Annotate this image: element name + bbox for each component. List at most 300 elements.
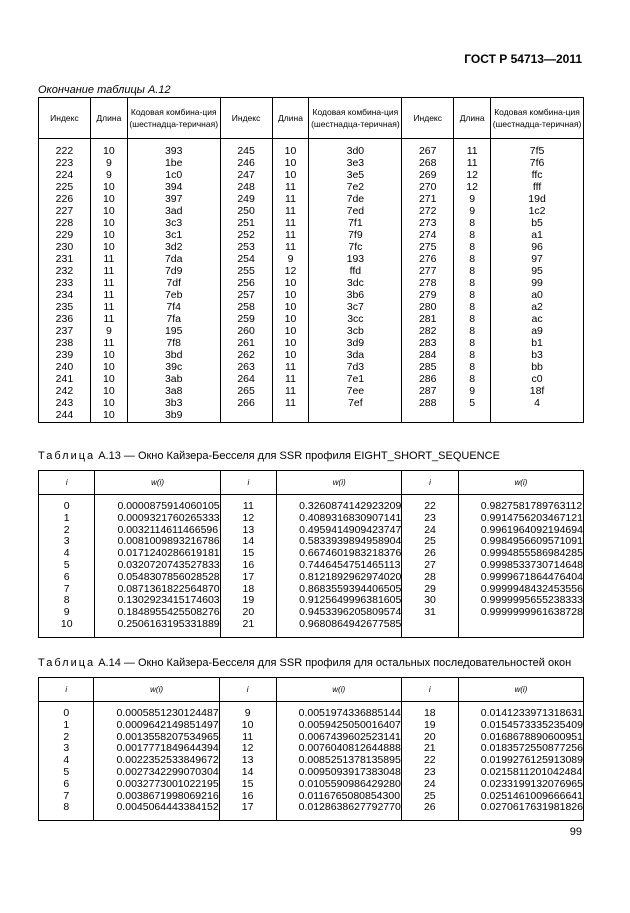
table-cell: 0.0116765080854300 (276, 791, 401, 803)
table-cell: 10 (272, 157, 309, 169)
table-cell: 10 (39, 619, 95, 637)
table-cell: 8 (454, 277, 491, 289)
table-cell: 12 (219, 743, 276, 755)
table-cell: 8 (454, 301, 491, 313)
table-cell: 22 (402, 495, 458, 513)
table-cell: 3d9 (309, 337, 402, 349)
table-cell: 10 (272, 313, 309, 325)
table-cell: 0.0154573335235409 (458, 720, 583, 732)
table-cell: 28 (402, 572, 458, 584)
table-cell: 8 (39, 802, 94, 820)
table-cell: 11 (272, 205, 309, 217)
table-cell: 6 (39, 779, 94, 791)
table-cell: 9 (90, 157, 127, 169)
table-cell: 0.0045064443384152 (94, 802, 219, 820)
table-cell: 31 (402, 607, 458, 619)
table-cell: 8 (454, 325, 491, 337)
table-cell: 3b6 (309, 289, 402, 301)
table-cell: 0.0233199132076965 (458, 779, 583, 791)
table-cell: 5 (39, 767, 94, 779)
table-cell: 281 (402, 313, 454, 325)
table-cell: 7de (309, 193, 402, 205)
table-row (39, 301, 584, 313)
table-row (39, 409, 584, 423)
table-cell: 24 (402, 525, 458, 537)
table-cell: 227 (39, 205, 91, 217)
table13-caption (38, 450, 500, 462)
table-cell: 0.0085251378135895 (276, 755, 401, 767)
table-cell: 6 (39, 572, 95, 584)
table-row (39, 253, 584, 265)
table-cell: 2 (39, 525, 95, 537)
table-cell: 7 (39, 584, 95, 596)
table-cell: 0.9999995655238333 (458, 595, 583, 607)
table14-caption (38, 657, 571, 669)
table-cell: b3 (491, 349, 584, 361)
table-cell: 9 (219, 702, 276, 720)
table-cell: 9 (454, 205, 491, 217)
table-cell: 11 (272, 241, 309, 253)
table-cell: 238 (39, 337, 91, 349)
table13-header-cell: w(i) (277, 471, 402, 495)
table-cell: 0.0005851230124487 (94, 702, 219, 720)
table-cell: 234 (39, 289, 91, 301)
table-cell: 239 (39, 349, 91, 361)
table-cell: 244 (39, 409, 91, 423)
table-row (39, 277, 584, 289)
table-cell: 0.0009642149851497 (94, 720, 219, 732)
table-cell: 0.0017771849644394 (94, 743, 219, 755)
table-cell: a0 (491, 289, 584, 301)
table-cell: 0.9994855586984285 (458, 548, 583, 560)
table-cell: 8 (454, 217, 491, 229)
table-cell: 7e1 (309, 373, 402, 385)
table-cell: 10 (90, 217, 127, 229)
table-cell: 14 (220, 536, 276, 548)
table13-caption-prefix: Таблица (38, 450, 96, 462)
table-row (39, 157, 584, 169)
table-row (39, 265, 584, 277)
table-cell: 0.0141233971318631 (458, 702, 583, 720)
table-cell: 228 (39, 217, 91, 229)
table-cell: 3cb (309, 325, 402, 337)
table-cell: 10 (90, 385, 127, 397)
table-cell: 12 (272, 265, 309, 277)
table-cell: 0.8683559394406505 (277, 584, 402, 596)
table14-caption-prefix: Таблица (38, 657, 96, 669)
table-cell: 13 (219, 755, 276, 767)
table-cell: 10 (90, 397, 127, 409)
table-row (39, 779, 584, 791)
table-cell: ffd (309, 265, 402, 277)
table-cell: 7f9 (309, 229, 402, 241)
table-cell: 0.6674601983218376 (277, 548, 402, 560)
table-cell: 3d0 (309, 139, 402, 158)
table-cell: 226 (39, 193, 91, 205)
table14-header-cell: w(i) (458, 678, 583, 702)
table-cell: 0.0059425050016407 (276, 720, 401, 732)
table-cell: 7f4 (127, 301, 220, 313)
table-a12 (38, 97, 584, 423)
table-cell: 11 (219, 732, 276, 744)
table-cell: 10 (90, 361, 127, 373)
table-cell: 11 (90, 253, 127, 265)
table-cell: 11 (454, 157, 491, 169)
table-row (39, 217, 584, 229)
table-cell: 265 (220, 385, 272, 397)
table-cell: 258 (220, 301, 272, 313)
table-cell: 283 (402, 337, 454, 349)
table-row (39, 560, 584, 572)
table-cell (272, 409, 309, 423)
table-cell: 225 (39, 181, 91, 193)
table-cell: 0.0270617631981826 (458, 802, 583, 820)
table-cell: 260 (220, 325, 272, 337)
table-cell: 11 (272, 385, 309, 397)
table-cell: 23 (401, 767, 458, 779)
table-cell: ffc (491, 169, 584, 181)
table-cell: 14 (219, 767, 276, 779)
table-cell: 193 (309, 253, 402, 265)
table-row (39, 702, 584, 720)
table-cell: 249 (220, 193, 272, 205)
table-cell: 7da (127, 253, 220, 265)
table-row (39, 361, 584, 373)
table-cell: 0.0000875914060105 (95, 495, 220, 513)
table-cell: 10 (272, 349, 309, 361)
table-cell: 248 (220, 181, 272, 193)
table-cell: 235 (39, 301, 91, 313)
table-row (39, 767, 584, 779)
table-cell: 0.0032773001022195 (94, 779, 219, 791)
table-cell: 24 (401, 779, 458, 791)
table-cell: 0.0215811201042484 (458, 767, 583, 779)
table-cell: 286 (402, 373, 454, 385)
table-cell: 393 (127, 139, 220, 158)
table-row (39, 385, 584, 397)
table-cell: 5 (454, 397, 491, 409)
table-cell: 0.0013558207534965 (94, 732, 219, 744)
table-cell: 18 (401, 702, 458, 720)
table-cell: b1 (491, 337, 584, 349)
table-cell: 11 (272, 229, 309, 241)
table-cell: 264 (220, 373, 272, 385)
table-cell: 7eb (127, 289, 220, 301)
table-cell: 3b9 (127, 409, 220, 423)
table-cell: 256 (220, 277, 272, 289)
document-header: ГОСТ Р 54713—2011 (464, 52, 582, 66)
table-cell: 287 (402, 385, 454, 397)
table-cell: 237 (39, 325, 91, 337)
table-cell: 25 (401, 791, 458, 803)
table-cell: 263 (220, 361, 272, 373)
table-cell: 11 (272, 193, 309, 205)
table-cell: 0.1848955425508276 (95, 607, 220, 619)
table-cell (309, 409, 402, 423)
table-cell: 39c (127, 361, 220, 373)
table-cell: 10 (272, 325, 309, 337)
table-cell: 22 (401, 755, 458, 767)
table-row (39, 337, 584, 349)
table-cell: 195 (127, 325, 220, 337)
table-cell: 274 (402, 229, 454, 241)
table-cell: 3c7 (309, 301, 402, 313)
table-cell: bb (491, 361, 584, 373)
table-cell: 3 (39, 743, 94, 755)
table-cell: 0.0009321760265333 (95, 513, 220, 525)
table-cell: 278 (402, 277, 454, 289)
table-cell (454, 409, 491, 423)
table-cell: 0.2506163195331889 (95, 619, 220, 637)
table-cell: 8 (454, 373, 491, 385)
table-cell: 7df (127, 277, 220, 289)
table-cell: 246 (220, 157, 272, 169)
table-cell: 12 (454, 169, 491, 181)
table-cell: 7d9 (127, 265, 220, 277)
table-cell: 26 (401, 802, 458, 820)
table-cell: 7ee (309, 385, 402, 397)
table-cell: 288 (402, 397, 454, 409)
table12-header-cell: Кодовая комбина-ция (шестнадца-теричная) (127, 98, 220, 139)
table-cell: 253 (220, 241, 272, 253)
table-cell: 7fc (309, 241, 402, 253)
table-cell: 3e5 (309, 169, 402, 181)
table-cell: 0.0051974336885144 (276, 702, 401, 720)
table-cell: 3c3 (127, 217, 220, 229)
table13-caption-text: А.13 — Окно Кайзера-Бесселя для SSR профиля EIGHT_SHORT_SEQUENCE (95, 450, 500, 462)
table-cell: 11 (90, 337, 127, 349)
table-cell: 0.5833939894958904 (277, 536, 402, 548)
table-cell: 2 (39, 732, 94, 744)
table-cell: 10 (219, 720, 276, 732)
table-row (39, 802, 584, 820)
table-cell: 0.0171240286619181 (95, 548, 220, 560)
table-cell: 9 (90, 169, 127, 181)
table-cell: 3 (39, 536, 95, 548)
table-cell: 0.9125649996381605 (277, 595, 402, 607)
table-cell: a1 (491, 229, 584, 241)
table-cell: 10 (272, 139, 309, 158)
table-cell: 8 (454, 337, 491, 349)
table-cell: 10 (272, 337, 309, 349)
table-cell: 272 (402, 205, 454, 217)
page-number: 99 (569, 826, 582, 838)
table12-caption: Окончание таблицы А.12 (38, 84, 171, 96)
table-cell: 0.0251461009666641 (458, 791, 583, 803)
table-cell: 30 (402, 595, 458, 607)
table-cell: 10 (272, 169, 309, 181)
table-cell: 10 (90, 241, 127, 253)
table-cell: 0.0095093917383048 (276, 767, 401, 779)
table13-header-cell: w(i) (458, 471, 583, 495)
table13-header-cell: w(i) (95, 471, 220, 495)
table-cell: 0 (39, 495, 95, 513)
table-cell: 0.0183572550877256 (458, 743, 583, 755)
table-cell: b5 (491, 217, 584, 229)
table-cell: 231 (39, 253, 91, 265)
table-cell: 282 (402, 325, 454, 337)
table14-header-cell: i (401, 678, 458, 702)
table13-header-cell: i (220, 471, 276, 495)
table-cell: 0.9680864942677585 (277, 619, 402, 637)
table-cell: 224 (39, 169, 91, 181)
table-cell: 266 (220, 397, 272, 409)
table-cell: 20 (220, 607, 276, 619)
table-cell: 8 (454, 229, 491, 241)
table-cell: 0.3260874142923209 (277, 495, 402, 513)
table-cell: 11 (90, 301, 127, 313)
table-cell: 240 (39, 361, 91, 373)
table-cell: 279 (402, 289, 454, 301)
table-cell: 97 (491, 253, 584, 265)
table-cell: 269 (402, 169, 454, 181)
table-cell: 7e2 (309, 181, 402, 193)
table-cell: 268 (402, 157, 454, 169)
table-cell: 7f5 (491, 139, 584, 158)
table-cell: 262 (220, 349, 272, 361)
table-cell: 236 (39, 313, 91, 325)
table-cell: 0.0871361822564870 (95, 584, 220, 596)
table-cell: 1 (39, 513, 95, 525)
table12-header-cell: Индекс (402, 98, 454, 139)
table-cell: 17 (220, 572, 276, 584)
table-cell: 267 (402, 139, 454, 158)
table-cell: 0.9984956609571091 (458, 536, 583, 548)
table-cell: 0 (39, 702, 94, 720)
table-cell: 16 (220, 560, 276, 572)
table-cell: 10 (272, 277, 309, 289)
table-row (39, 513, 584, 525)
table-cell: 285 (402, 361, 454, 373)
table-cell: 223 (39, 157, 91, 169)
table-cell: 8 (454, 313, 491, 325)
table-row (39, 349, 584, 361)
table-cell: 250 (220, 205, 272, 217)
table-row (39, 205, 584, 217)
table-cell: 11 (272, 361, 309, 373)
table-cell: 0.0038671998069216 (94, 791, 219, 803)
table-cell: 8 (454, 289, 491, 301)
table-cell: 10 (272, 289, 309, 301)
table-cell: 3cc (309, 313, 402, 325)
table13-header-cell: i (39, 471, 95, 495)
table-cell: 95 (491, 265, 584, 277)
table-cell: 25 (402, 536, 458, 548)
table12-header-cell: Индекс (39, 98, 91, 139)
table14-caption-text: А.14 — Окно Кайзера-Бесселя для SSR профиля для остальных последовательностей окон (95, 657, 572, 669)
table-cell: 10 (90, 349, 127, 361)
table-cell: 222 (39, 139, 91, 158)
table-row (39, 397, 584, 409)
table-cell: 21 (401, 743, 458, 755)
table-cell: 27 (402, 560, 458, 572)
table-cell: 8 (454, 361, 491, 373)
table-cell: 12 (454, 181, 491, 193)
table-a13 (38, 470, 584, 638)
table-cell: 99 (491, 277, 584, 289)
table-cell: 17 (219, 802, 276, 820)
table-cell: 10 (90, 139, 127, 158)
table-cell: 11 (272, 397, 309, 409)
table-cell: 0.0022352533849672 (94, 755, 219, 767)
table-row (39, 495, 584, 513)
table-cell: 10 (90, 205, 127, 217)
table-cell: 15 (220, 548, 276, 560)
table14-header-cell: i (39, 678, 94, 702)
table-cell: 18f (491, 385, 584, 397)
table-cell: a2 (491, 301, 584, 313)
table-row (39, 241, 584, 253)
table-cell: 277 (402, 265, 454, 277)
table-cell: 29 (402, 584, 458, 596)
table-row (39, 181, 584, 193)
table-cell: ac (491, 313, 584, 325)
table-cell: 0.0027342299070304 (94, 767, 219, 779)
table-row (39, 572, 584, 584)
table-cell: 0.4959414909423747 (277, 525, 402, 537)
table-cell: 7 (39, 791, 94, 803)
table-cell: 3ad (127, 205, 220, 217)
table-cell (458, 619, 583, 637)
table-cell: 26 (402, 548, 458, 560)
table-row (39, 313, 584, 325)
table-cell: 0.0199276125913089 (458, 755, 583, 767)
table-cell: 276 (402, 253, 454, 265)
table-cell: 1c2 (491, 205, 584, 217)
table-cell: 7fa (127, 313, 220, 325)
table-cell (220, 409, 272, 423)
table-cell: 11 (272, 181, 309, 193)
table-cell: 21 (220, 619, 276, 637)
table-cell: fff (491, 181, 584, 193)
table-cell: 11 (220, 495, 276, 513)
table-cell: 19d (491, 193, 584, 205)
table-cell: 10 (90, 373, 127, 385)
table-cell: 229 (39, 229, 91, 241)
table-row (39, 720, 584, 732)
table-cell: 8 (454, 253, 491, 265)
table-cell: 261 (220, 337, 272, 349)
table-cell: 11 (272, 373, 309, 385)
table-cell: 3ab (127, 373, 220, 385)
table-cell: 19 (401, 720, 458, 732)
table-cell: 9 (39, 607, 95, 619)
table-cell: 20 (401, 732, 458, 744)
table-cell: 4 (39, 755, 94, 767)
table-cell: 8 (454, 349, 491, 361)
table-cell: 4 (491, 397, 584, 409)
table-cell: 3d2 (127, 241, 220, 253)
table-cell: 0.9961964092194694 (458, 525, 583, 537)
table-cell: 251 (220, 217, 272, 229)
table-cell: 270 (402, 181, 454, 193)
table-cell: 16 (219, 791, 276, 803)
table12-header-cell: Кодовая комбина-ция (шестнадца-теричная) (309, 98, 402, 139)
table-cell: 394 (127, 181, 220, 193)
table-cell: 0.9827581789763112 (458, 495, 583, 513)
table-cell: 11 (90, 313, 127, 325)
table-row (39, 193, 584, 205)
table-cell: 0.0105590986429280 (276, 779, 401, 791)
table-cell: 397 (127, 193, 220, 205)
table-cell: 11 (272, 217, 309, 229)
table-cell: 5 (39, 560, 95, 572)
table-row (39, 139, 584, 158)
table-row (39, 619, 584, 637)
table-cell: 10 (272, 301, 309, 313)
table-cell: 233 (39, 277, 91, 289)
table-cell (402, 619, 458, 637)
